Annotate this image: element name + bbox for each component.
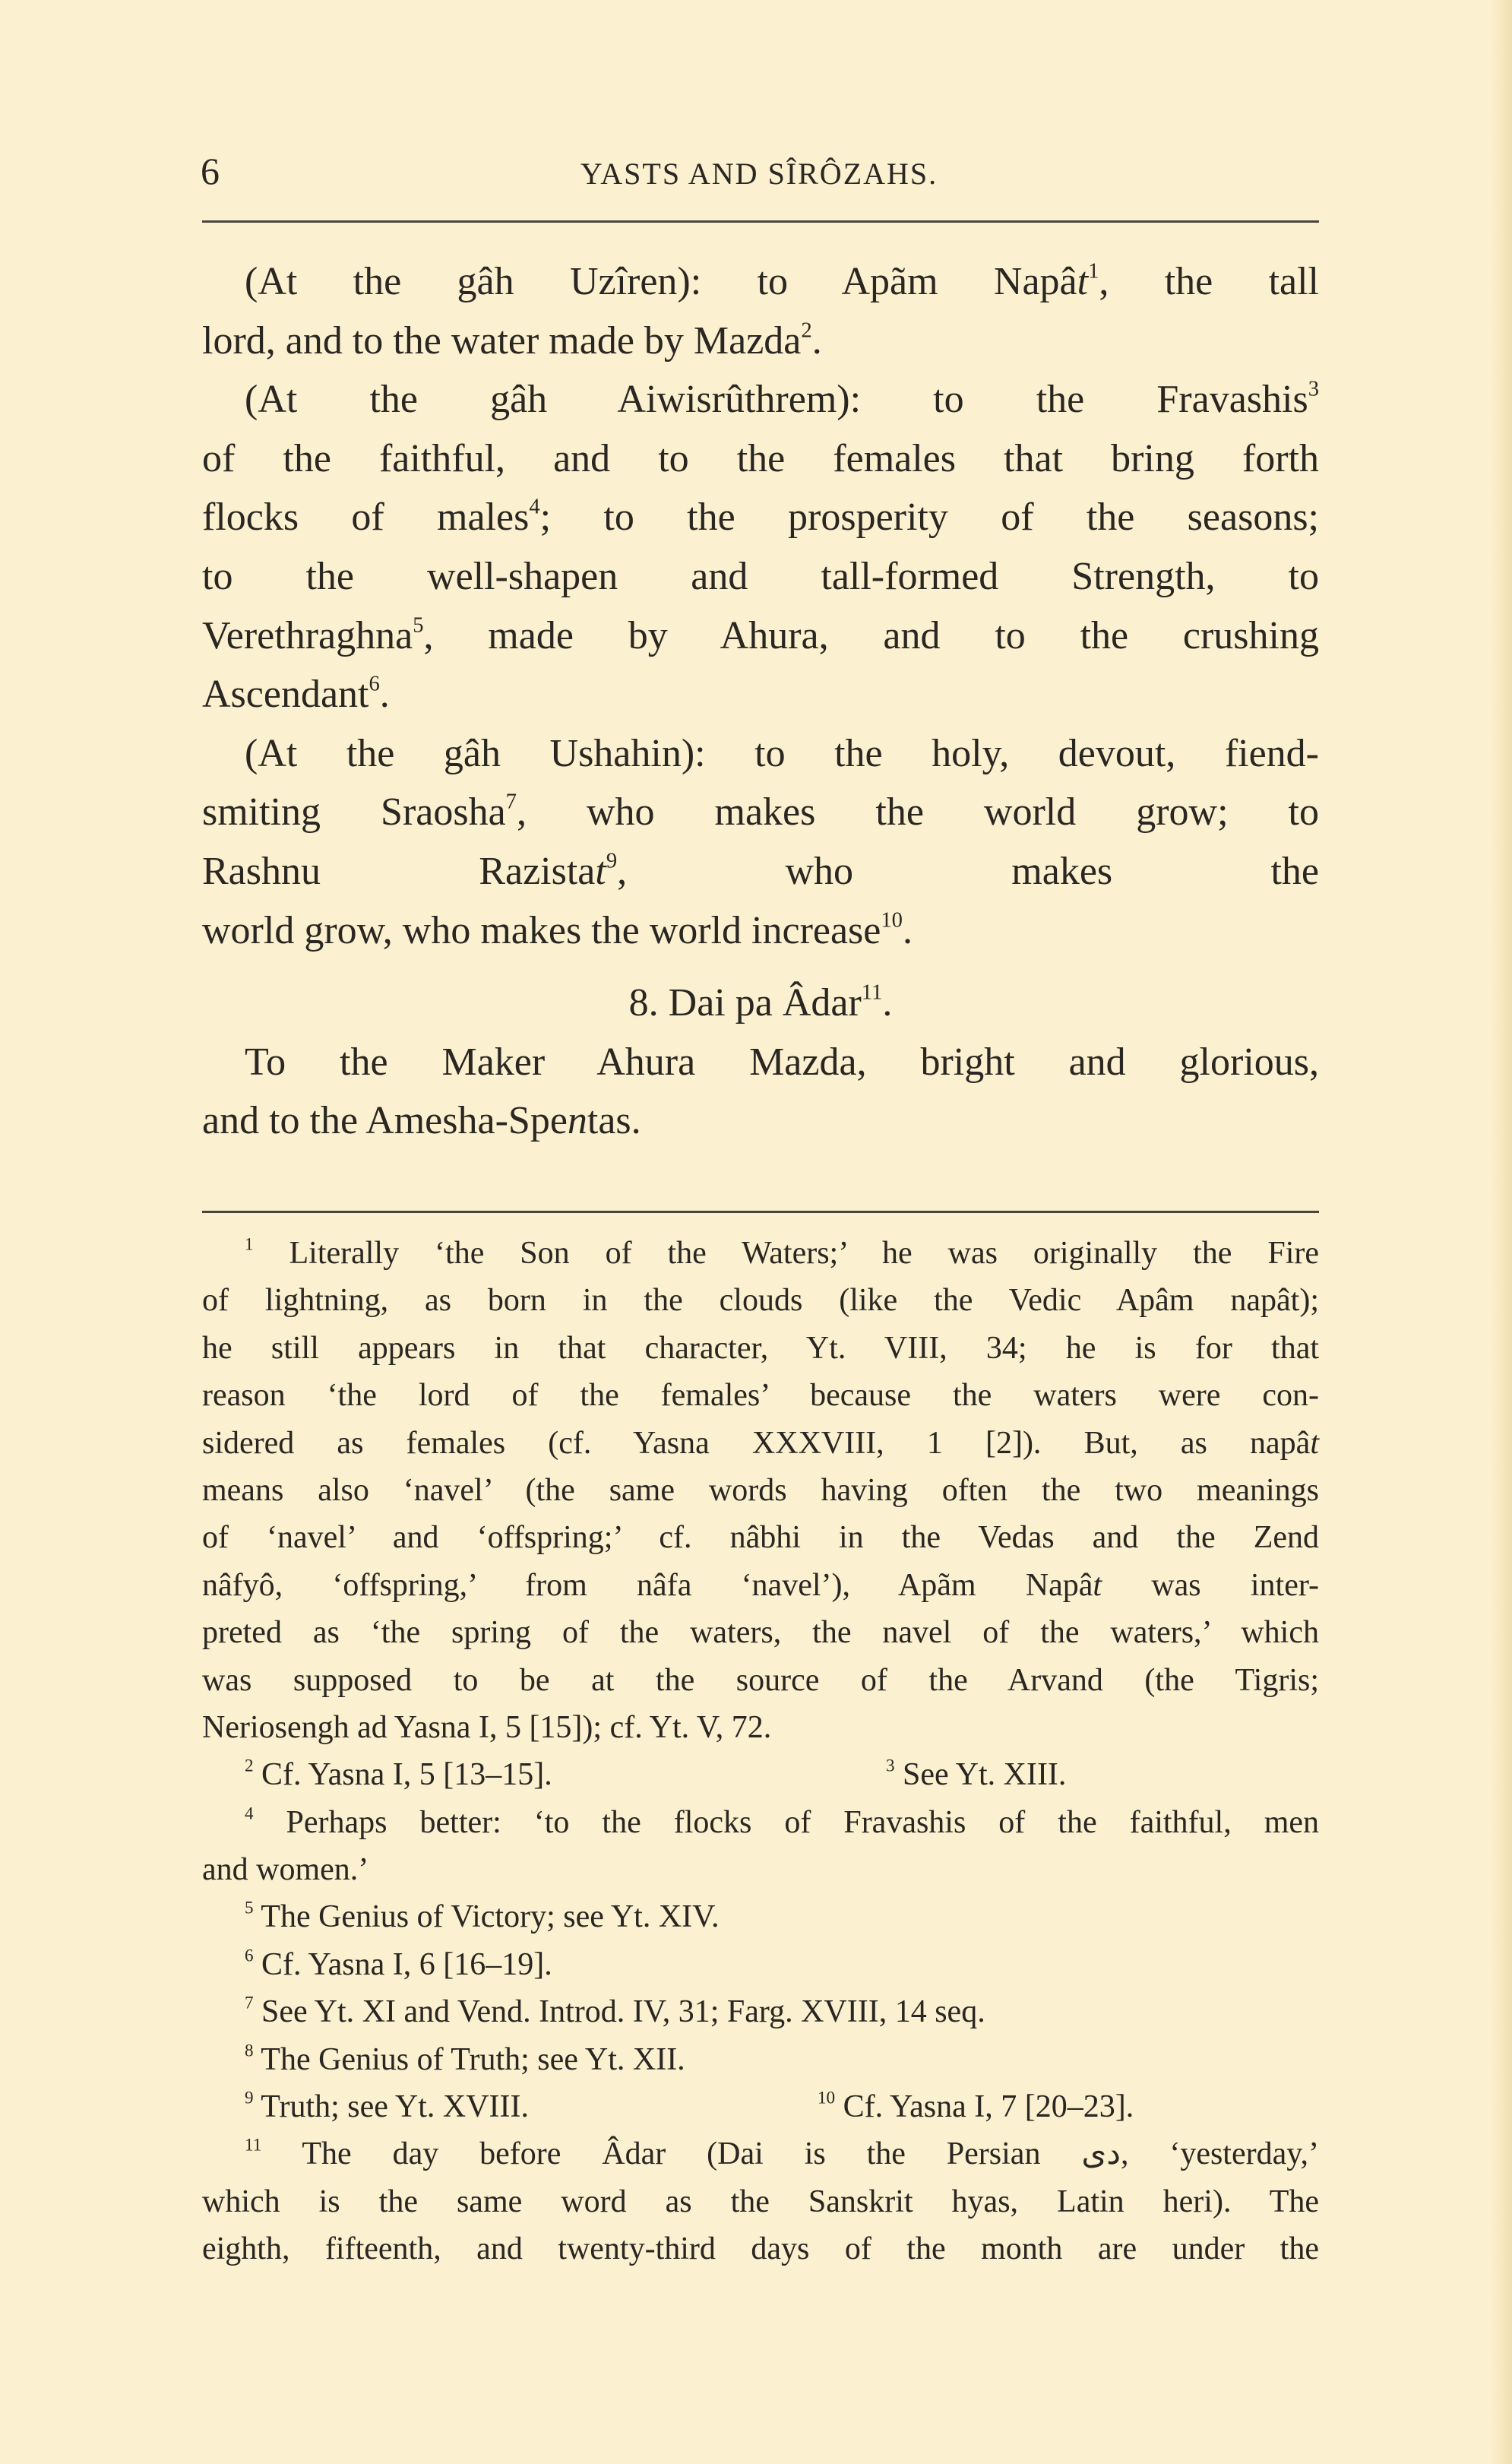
- footnote-line: he still appears in that character, Yt. VIII, 34; he is for that: [202, 1330, 1319, 1366]
- text-line: flocks of males$^4$; to the prosperity of the seasons;: [202, 495, 1319, 540]
- text-line: smiting Sraosha$^7$, who makes the world grow; to: [202, 790, 1319, 835]
- text-line: and to the Amesha-Spentas.: [202, 1099, 641, 1143]
- text-line: lord, and to the water made by Mazda$^2$.: [202, 318, 822, 363]
- footnote-line: was supposed to be at the source of the Arvand (the Tigris;: [202, 1662, 1319, 1698]
- footnote-6: $^6$ Cf. Yasna I, 6 [16–19].: [245, 1945, 552, 1982]
- footnote-line: nâfyô, ‘offspring,’ from nâfa ‘navel’), Apãm Napât was inter-: [202, 1567, 1319, 1603]
- footnote-2: $^2$ Cf. Yasna I, 5 [13–15].: [245, 1755, 552, 1793]
- footnote-9: $^9$ Truth; see Yt. XVIII.: [245, 2087, 529, 2125]
- running-title: YASTS AND SÎRÔZAHS.: [580, 157, 938, 191]
- footnote-line: and women.’: [202, 1852, 369, 1888]
- page-number: 6: [201, 150, 220, 192]
- header-rule: [202, 220, 1319, 223]
- footnote-4: $^4$ Perhaps better: ‘to the flocks of Fravashis of the faithful, men: [245, 1803, 1320, 1840]
- footnote-5: $^5$ The Genius of Victory; see Yt. XIV.: [245, 1898, 720, 1935]
- text-line: (At the gâh Ushahin): to the holy, devout, fiend-: [245, 731, 1319, 775]
- text-line: world grow, who makes the world increase$^{10}$.: [202, 908, 913, 952]
- text-line: Rashnu Razistat$^9$, who makes the: [202, 849, 1319, 893]
- footnote-line: preted as ‘the spring of the waters, the navel of the waters,’ which: [202, 1615, 1319, 1651]
- text-line: to the well-shapen and tall-formed Strength, to: [202, 554, 1319, 598]
- footnote-3: $^3$ See Yt. XIII.: [886, 1755, 1067, 1793]
- footnote-9-10: [202, 2083, 1319, 2130]
- footnote-line: Neriosengh ad Yasna I, 5 [15]); cf. Yt. V, 72.: [202, 1709, 772, 1745]
- footnote-line: of ‘navel’ and ‘offspring;’ cf. nâbhi in the Vedas and the Zend: [202, 1520, 1319, 1556]
- text-line: (At the gâh Uzîren): to Apãm Napât$^1$, the tall: [245, 259, 1319, 303]
- footnote-line: which is the same word as the Sanskrit hyas, Latin heri). The: [202, 2184, 1319, 2219]
- footnote-rule: [202, 1211, 1319, 1213]
- main-text: [202, 252, 1319, 1151]
- text-line: (At the gâh Aiwisrûthrem): to the Fravashis$^3$: [245, 377, 1319, 422]
- page-edge: [1491, 0, 1512, 2464]
- footnotes: [202, 1230, 1319, 2273]
- footnote-2-3: [202, 1751, 1319, 1798]
- footnote-10: $^{10}$ Cf. Yasna I, 7 [20–23].: [818, 2087, 1134, 2125]
- footnote-line: sidered as females (cf. Yasna XXXVIII, 1 [2]). But, as napât: [202, 1425, 1319, 1461]
- text-line: Verethraghna$^5$, made by Ahura, and to the crushing: [202, 613, 1319, 657]
- footnote-7: $^7$ See Yt. XI and Vend. Introd. IV, 31; Farg. XVIII, 14 seq.: [245, 1992, 985, 2030]
- footnote-line: eighth, fifteenth, and twenty-third days of the month are under the: [202, 2231, 1319, 2267]
- text-line: of the faithful, and to the females that bring forth: [202, 436, 1319, 480]
- text-line: To the Maker Ahura Mazda, bright and glorious,: [245, 1040, 1319, 1084]
- footnote-line: of lightning, as born in the clouds (like the Vedic Apâm napât);: [202, 1283, 1319, 1319]
- section-heading: 8. Dai pa Âdar$^{11}$.: [628, 980, 893, 1025]
- footnote-line: reason ‘the lord of the females’ because the waters were con-: [202, 1378, 1319, 1414]
- footnote-11: $^{11}$ The day before Âdar (Dai is the Persian دی, ‘yesterday,’: [245, 2135, 1320, 2172]
- text-line: Ascendant$^6$.: [202, 672, 390, 717]
- footnote-1: $^1$ Literally ‘the Son of the Waters;’ he was originally the Fire: [245, 1234, 1320, 1271]
- page-header: [201, 144, 1317, 198]
- footnote-8: $^8$ The Genius of Truth; see Yt. XII.: [245, 2040, 685, 2077]
- footnote-line: means also ‘navel’ (the same words having often the two meanings: [202, 1472, 1319, 1508]
